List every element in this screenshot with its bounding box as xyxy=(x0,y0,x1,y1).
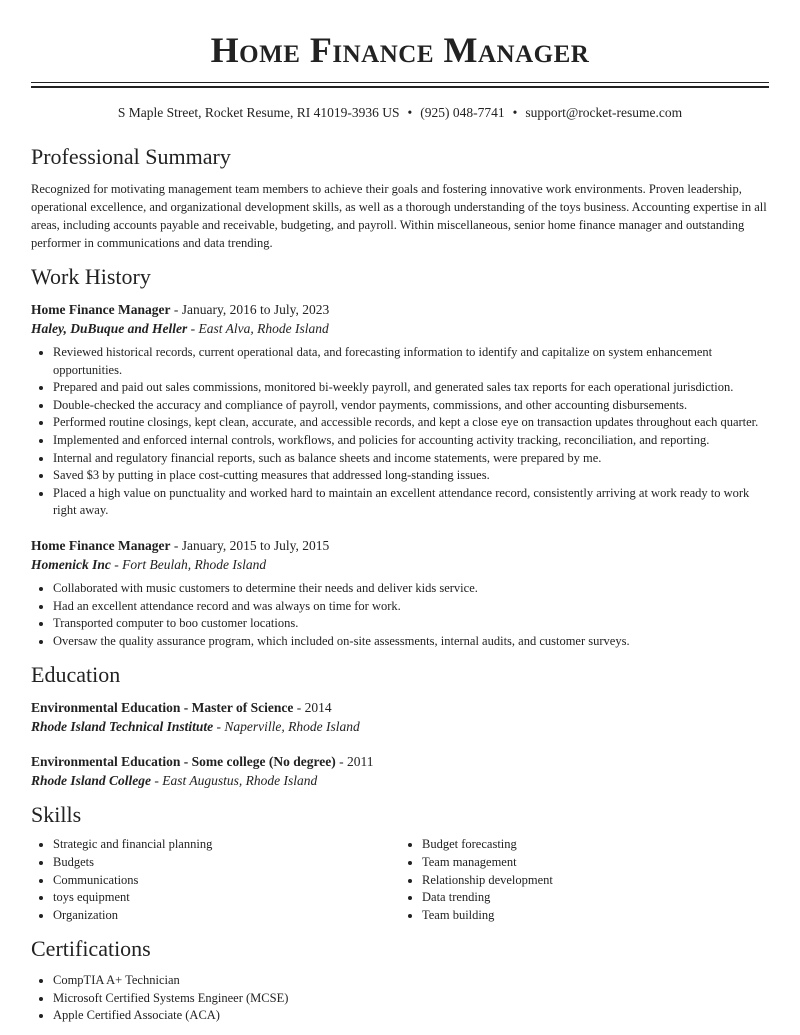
job-bullet: • Performed routine closings, kept clean, accurate, and accessible records, and kept a close eye on transaction updates throughout each quarter. xyxy=(53,414,769,432)
job-title: Home Finance Manager xyxy=(31,302,171,317)
company-name: Haley, DuBuque and Heller xyxy=(31,321,188,336)
job-bullet: • Internal and regulatory financial reports, such as balance sheets and income statements, were prepared by me. xyxy=(53,450,769,468)
summary-text: Recognized for motivating management team members to achieve their goals and fostering innovative work environments. Proven leadership, operational excellence, and organizational development skills, as well as a thorough understanding of the toys business. Accounting expertise in all areas, including accounts payable and receivable, budgeting, and payroll. Within miscellaneous, senior home finance manager and outstanding performer in communications and data trending. xyxy=(31,182,767,250)
education-entry xyxy=(31,752,769,790)
degree-year: - 2011 xyxy=(335,754,374,770)
summary-heading: Professional Summary xyxy=(31,144,231,169)
job-bullet: • Collaborated with music customers to determine their needs and deliver kids service. xyxy=(53,580,769,598)
education-heading: Education xyxy=(31,662,121,688)
job-bullets xyxy=(31,344,769,520)
degree-line xyxy=(31,698,769,717)
job-bullet: • Prepared and paid out sales commissions, monitored bi-weekly payroll, and generated sales tax reports for each operational jurisdiction. xyxy=(53,379,769,397)
job-dates: - January, 2015 to July, 2015 xyxy=(170,537,330,553)
skills-left-column xyxy=(31,836,400,924)
job-bullet: • Reviewed historical records, current operational data, and forecasting information to identify and capitalize on system enhancement opportunities. xyxy=(53,344,769,379)
work-history-section xyxy=(31,262,769,650)
job-title-line xyxy=(31,300,769,319)
company-location: - East Alva, Rhode Island xyxy=(187,321,329,336)
contact-phone: (925) 048-7741 xyxy=(420,105,505,120)
school-location: - Naperville, Rhode Island xyxy=(213,719,360,735)
education-section xyxy=(31,660,769,790)
company-line xyxy=(31,319,769,338)
job-title: Home Finance Manager xyxy=(31,537,171,553)
header-rule-thin xyxy=(31,82,769,83)
skills-section xyxy=(31,800,769,924)
company-line xyxy=(31,555,769,574)
skills-columns xyxy=(31,836,769,924)
job-bullets xyxy=(31,580,769,650)
job-dates: - January, 2016 to July, 2023 xyxy=(170,302,330,317)
job-entry xyxy=(31,536,769,650)
contact-email[interactable]: support@rocket-resume.com xyxy=(525,105,683,120)
skills-right-column xyxy=(400,836,769,924)
job-entry xyxy=(31,300,769,520)
degree-line xyxy=(31,752,769,771)
job-bullet: • Oversaw the quality assurance program, which included on-site assessments, internal audits, and customer surveys. xyxy=(53,633,769,651)
education-entry xyxy=(31,698,769,736)
summary-section xyxy=(31,142,769,252)
school-line xyxy=(31,717,769,736)
skill-item: • Communications xyxy=(53,872,400,890)
job-bullet: • Implemented and enforced internal controls, workflows, and policies for accounting activity tracking, reconciliation, and reporting. xyxy=(53,432,769,450)
contact-separator: • xyxy=(407,105,413,120)
skill-item: • Budget forecasting xyxy=(422,836,769,854)
job-bullet: • Placed a high value on punctuality and worked hard to maintain an excellent attendance record, consistently arriving at work ready to work right away. xyxy=(53,485,769,520)
skill-item: • Budgets xyxy=(53,854,400,872)
certification-item: • CompTIA A+ Technician xyxy=(53,972,769,990)
skills-heading: Skills xyxy=(31,802,82,828)
degree-name: Environmental Education - Master of Science xyxy=(31,700,294,716)
contact-separator: • xyxy=(512,105,518,120)
header-rule-thick xyxy=(31,86,769,88)
certification-item: • Microsoft Certified Systems Engineer (MCSE) xyxy=(53,990,769,1008)
skill-item: • Data trending xyxy=(422,889,769,907)
company-name: Homenick Inc xyxy=(31,556,111,572)
job-bullet: • Transported computer to boo customer locations. xyxy=(53,615,769,633)
degree-name: Environmental Education - Some college (No degree) xyxy=(31,754,336,770)
skill-item: • Relationship development xyxy=(422,872,769,890)
certification-item: • Apple Certified Associate (ACA) xyxy=(53,1007,769,1025)
contact-address: S Maple Street, Rocket Resume, RI 41019-3936 US xyxy=(117,105,400,120)
skill-item: • Organization xyxy=(53,907,400,925)
job-bullet: • Saved $3 by putting in place cost-cutting measures that addressed long-standing issues. xyxy=(53,467,769,485)
job-title-line xyxy=(31,536,769,555)
school-location: - East Augustus, Rhode Island xyxy=(151,773,318,789)
job-bullet: • Had an excellent attendance record and was always on time for work. xyxy=(53,598,769,616)
certifications-section xyxy=(31,934,769,1025)
resume-content xyxy=(31,142,769,1025)
degree-year: - 2014 xyxy=(293,700,332,716)
skill-item: • Strategic and financial planning xyxy=(53,836,400,854)
school-name: Rhode Island Technical Institute xyxy=(31,719,214,735)
job-bullet: • Double-checked the accuracy and compliance of payroll, vendor payments, commissions, and other accounting disbursements. xyxy=(53,397,769,415)
certifications-heading: Certifications xyxy=(31,936,151,962)
work-history-heading: Work History xyxy=(31,264,151,289)
candidate-name: Home Finance Manager xyxy=(210,30,590,70)
job-spacer xyxy=(31,520,769,536)
skill-item: • Team building xyxy=(422,907,769,925)
certifications-list xyxy=(31,972,769,1025)
company-location: - Fort Beulah, Rhode Island xyxy=(110,556,267,572)
skill-item: • toys equipment xyxy=(53,889,400,907)
skill-item: • Team management xyxy=(422,854,769,872)
contact-line xyxy=(0,104,800,122)
school-line xyxy=(31,771,769,790)
school-name: Rhode Island College xyxy=(31,773,152,789)
